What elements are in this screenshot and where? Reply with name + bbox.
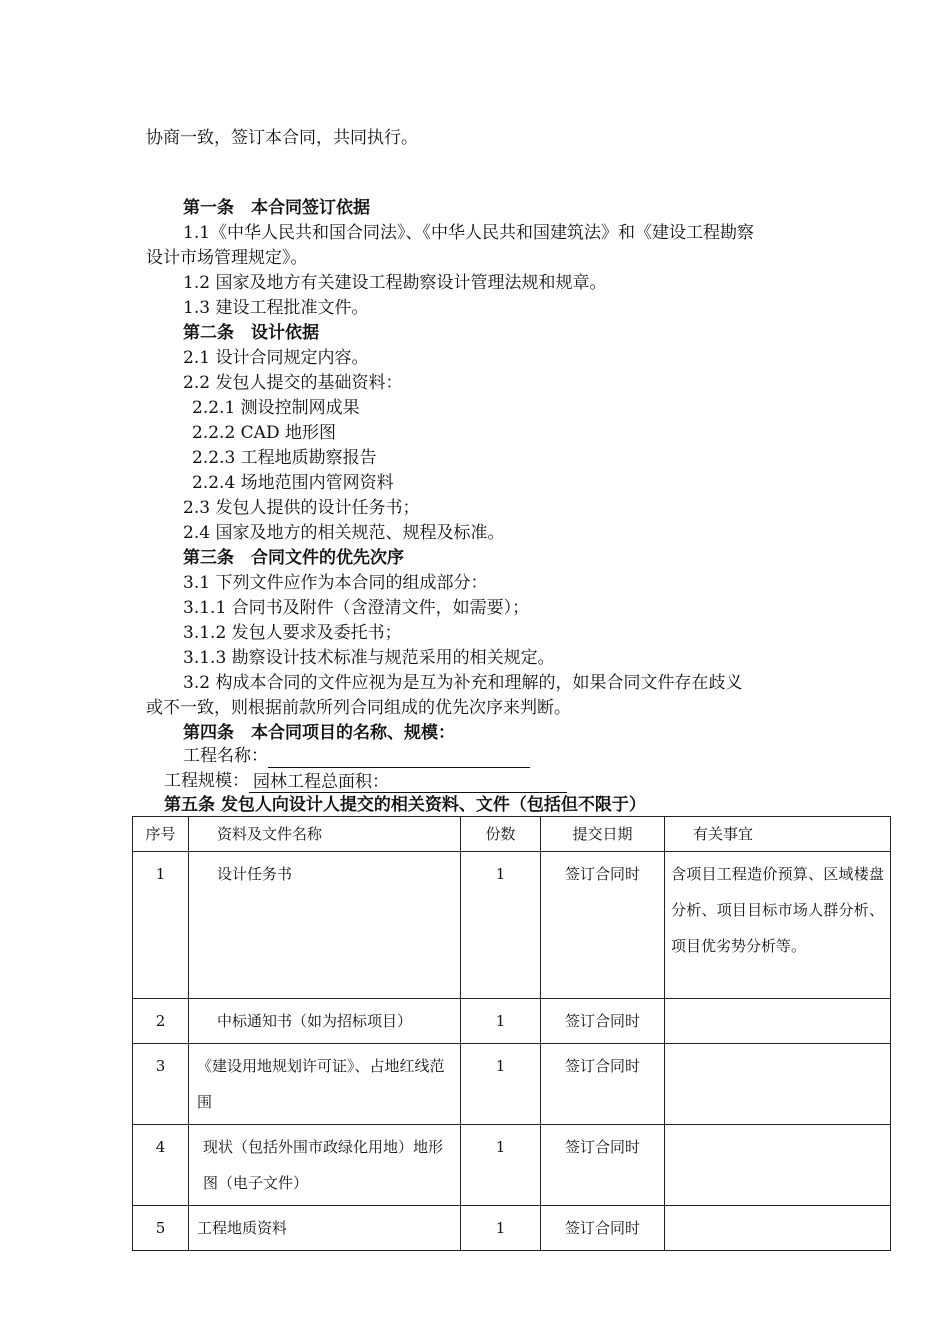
- cell-notes: [665, 1206, 891, 1251]
- clause-1-3: 1.3 建设工程批准文件。: [183, 298, 369, 318]
- header-date: 提交日期: [541, 817, 665, 852]
- cell-date: 签订合同时: [541, 999, 665, 1044]
- cell-no: 2: [133, 999, 189, 1044]
- clause-3-2-line-2: 或不一致，则根据前款所列合同组成的优先次序来判断。: [146, 698, 571, 718]
- clause-2-2-1: 2.2.1 测设控制网成果: [192, 398, 360, 418]
- clause-2-2: 2.2 发包人提交的基础资料：: [183, 373, 403, 393]
- cell-notes: [665, 1125, 891, 1206]
- clause-2-3: 2.3 发包人提供的设计任务书；: [183, 498, 420, 518]
- project-name-row: [183, 744, 530, 768]
- table-row: [133, 852, 891, 999]
- project-scale-row: [164, 769, 567, 793]
- clause-2-2-3: 2.2.3 工程地质勘察报告: [192, 448, 377, 468]
- cell-date: 签订合同时: [541, 1044, 665, 1125]
- table-row: [133, 1206, 891, 1251]
- clause-3-1-2: 3.1.2 发包人要求及委托书；: [183, 623, 402, 643]
- cell-copies: 1: [461, 1044, 541, 1125]
- clause-1-2: 1.2 国家及地方有关建设工程勘察设计管理法规和规章。: [183, 273, 607, 293]
- project-scale-blank: [249, 770, 567, 793]
- table-row: [133, 999, 891, 1044]
- cell-copies: 1: [461, 999, 541, 1044]
- cell-copies: 1: [461, 1206, 541, 1251]
- cell-date: 签订合同时: [541, 852, 665, 999]
- clause-1-1-line-1: 1.1《中华人民共和国合同法》、《中华人民共和国建筑法》和《建设工程勘察: [183, 223, 755, 243]
- cell-no: 5: [133, 1206, 189, 1251]
- clause-2-2-4: 2.2.4 场地范围内管网资料: [192, 473, 394, 493]
- cell-notes: [665, 1044, 891, 1125]
- intro-line: 协商一致，签订本合同，共同执行。: [146, 128, 418, 148]
- clause-3-1-1: 3.1.1 合同书及附件（含澄清文件，如需要）；: [183, 598, 530, 618]
- clause-3-1: 3.1 下列文件应作为本合同的组成部分：: [183, 573, 488, 593]
- header-name: 资料及文件名称: [189, 817, 461, 852]
- project-name-label: 工程名称：: [183, 746, 268, 766]
- cell-copies: 1: [461, 852, 541, 999]
- clause-2-4: 2.4 国家及地方的相关规范、规程及标准。: [183, 523, 505, 543]
- table-row: [133, 1044, 891, 1125]
- cell-notes: 含项目工程造价预算、区域楼盘分析、项目目标市场人群分析、项目优劣势分析等。: [665, 852, 891, 999]
- header-copies: 份数: [461, 817, 541, 852]
- cell-name: 《建设用地规划许可证》、占地红线范围: [189, 1044, 461, 1125]
- table-header-row: [133, 817, 891, 852]
- project-name-blank: [268, 745, 530, 768]
- cell-date: 签订合同时: [541, 1125, 665, 1206]
- project-scale-label: 工程规模：: [164, 771, 249, 791]
- article-5-title: 第五条 发包人向设计人提交的相关资料、文件（包括但不限于）: [164, 795, 646, 815]
- project-scale-value: 园林工程总面积：: [253, 772, 389, 792]
- header-no: 序号: [133, 817, 189, 852]
- article-4-title: 第四条 本合同项目的名称、规模：: [183, 723, 455, 743]
- clause-3-1-3: 3.1.3 勘察设计技术标准与规范采用的相关规定。: [183, 648, 555, 668]
- cell-date: 签订合同时: [541, 1206, 665, 1251]
- cell-no: 1: [133, 852, 189, 999]
- header-notes: 有关事宜: [665, 817, 891, 852]
- cell-notes: [665, 999, 891, 1044]
- cell-copies: 1: [461, 1125, 541, 1206]
- cell-name: 设计任务书: [189, 852, 461, 999]
- clause-1-1-line-2: 设计市场管理规定》。: [146, 248, 308, 268]
- cell-no: 3: [133, 1044, 189, 1125]
- clause-3-2-line-1: 3.2 构成本合同的文件应视为是互为补充和理解的，如果合同文件存在歧义: [183, 673, 743, 693]
- article-1-title: 第一条 本合同签订依据: [183, 198, 370, 218]
- cell-no: 4: [133, 1125, 189, 1206]
- clause-2-2-2: 2.2.2 CAD 地形图: [192, 423, 336, 443]
- cell-name: 现状（包括外围市政绿化用地）地形图（电子文件）: [189, 1125, 461, 1206]
- article-3-title: 第三条 合同文件的优先次序: [183, 548, 404, 568]
- cell-name: 工程地质资料: [189, 1206, 461, 1251]
- cell-name: 中标通知书（如为招标项目）: [189, 999, 461, 1044]
- table-row: [133, 1125, 891, 1206]
- clause-2-1: 2.1 设计合同规定内容。: [183, 348, 369, 368]
- article-2-title: 第二条 设计依据: [183, 323, 319, 343]
- materials-table: [132, 816, 891, 1251]
